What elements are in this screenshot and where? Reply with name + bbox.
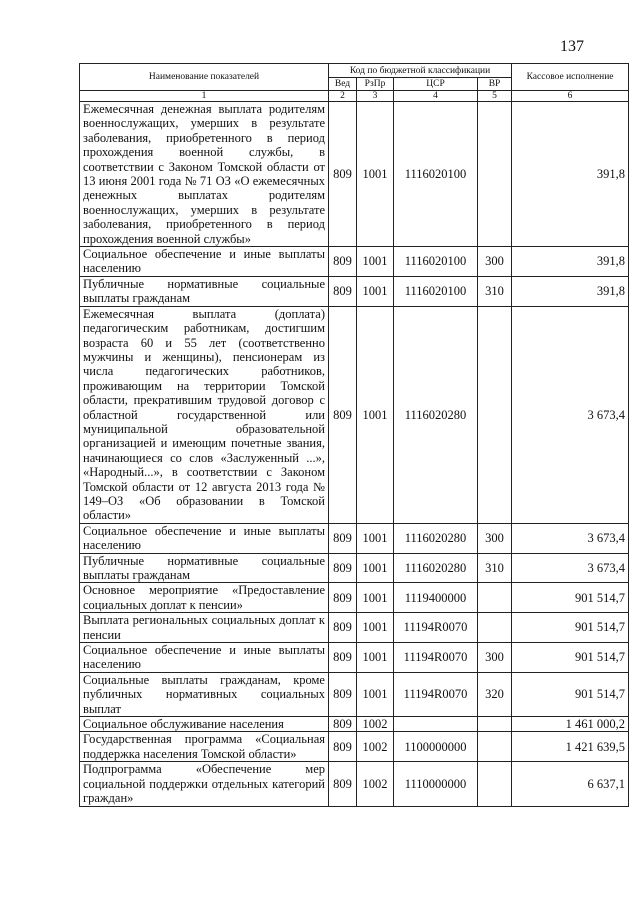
row-amount: 391,8: [512, 247, 629, 277]
row-rzpr: 1001: [357, 583, 394, 613]
column-number-row: [80, 91, 629, 102]
row-vr: [478, 102, 512, 247]
row-ved: 809: [329, 583, 357, 613]
table-row: [80, 523, 629, 553]
row-rzpr: 1001: [357, 276, 394, 306]
row-amount: 901 514,7: [512, 613, 629, 643]
row-csr: 1116020100: [394, 247, 478, 277]
row-vr: 300: [478, 523, 512, 553]
row-name: Основное мероприятие «Предоставление социальных доплат к пенсии»: [80, 583, 329, 613]
table-row: [80, 643, 629, 673]
header-name: Наименование показателей: [80, 64, 329, 91]
row-name: Ежемесячная денежная выплата родителям военнослужащих, умерших в результате заболевания, приобретенного в период прохождения военной службы, в соответствии с Законом Томской области от 13 июня 2001 года № 71 ОЗ «О ежемесячных денежных выплатах родителям военнослужащих, умерших в результате заболевания, приобретенного в период прохождения военной службы»: [80, 102, 329, 247]
table-row: [80, 306, 629, 523]
row-csr: [394, 717, 478, 732]
row-csr: 1116020100: [394, 276, 478, 306]
row-vr: [478, 762, 512, 806]
header-ved: Вед: [329, 78, 357, 91]
page-number: 137: [560, 38, 584, 55]
row-csr: 11194R0070: [394, 643, 478, 673]
row-ved: 809: [329, 613, 357, 643]
row-amount: 6 637,1: [512, 762, 629, 806]
table-row: [80, 102, 629, 247]
header-code-group: Код по бюджетной классификации: [329, 64, 512, 78]
table-row: [80, 717, 629, 732]
row-rzpr: 1001: [357, 306, 394, 523]
col-num: 1: [80, 91, 329, 102]
row-name: Публичные нормативные социальные выплаты гражданам: [80, 276, 329, 306]
row-amount: 1 421 639,5: [512, 732, 629, 762]
table-row: [80, 276, 629, 306]
row-name: Социальное обеспечение и иные выплаты населению: [80, 247, 329, 277]
row-vr: [478, 732, 512, 762]
row-ved: 809: [329, 672, 357, 716]
row-vr: [478, 306, 512, 523]
table-row: [80, 247, 629, 277]
row-csr: 11194R0070: [394, 613, 478, 643]
row-ved: 809: [329, 643, 357, 673]
row-rzpr: 1001: [357, 643, 394, 673]
row-name: Публичные нормативные социальные выплаты гражданам: [80, 553, 329, 583]
row-rzpr: 1002: [357, 732, 394, 762]
row-amount: 901 514,7: [512, 643, 629, 673]
row-csr: 11194R0070: [394, 672, 478, 716]
row-vr: 300: [478, 247, 512, 277]
row-rzpr: 1001: [357, 672, 394, 716]
row-csr: 1110000000: [394, 762, 478, 806]
row-rzpr: 1001: [357, 247, 394, 277]
row-ved: 809: [329, 102, 357, 247]
row-vr: [478, 583, 512, 613]
row-ved: 809: [329, 523, 357, 553]
row-ved: 809: [329, 247, 357, 277]
row-amount: 391,8: [512, 102, 629, 247]
row-vr: 300: [478, 643, 512, 673]
row-ved: 809: [329, 717, 357, 732]
row-name: Государственная программа «Социальная поддержка населения Томской области»: [80, 732, 329, 762]
row-ved: 809: [329, 553, 357, 583]
row-rzpr: 1001: [357, 613, 394, 643]
row-amount: 391,8: [512, 276, 629, 306]
row-vr: [478, 717, 512, 732]
header-rzpr: РзПр: [357, 78, 394, 91]
row-name: Ежемесячная выплата (доплата) педагогическим работникам, достигшим возраста 60 и 55 лет (соответственно мужчины и женщины), пенсионерам из числа педагогических работников, проживающим на территории Томской области, прекратившим трудовой договор с областной государственной или муниципальной образовательной организацией и имеющим почетные звания, начинающиеся со слов «Заслуженный ...», «Народный...», в соответствии с Законом Томской области от 12 августа 2013 года № 149–ОЗ «Об образовании в Томской области»: [80, 306, 329, 523]
row-name: Выплата региональных социальных доплат к пенсии: [80, 613, 329, 643]
row-rzpr: 1002: [357, 762, 394, 806]
row-rzpr: 1002: [357, 717, 394, 732]
row-ved: 809: [329, 732, 357, 762]
row-vr: [478, 613, 512, 643]
row-csr: 1119400000: [394, 583, 478, 613]
row-name: Социальные выплаты гражданам, кроме публичных нормативных социальных выплат: [80, 672, 329, 716]
table-row: [80, 553, 629, 583]
row-rzpr: 1001: [357, 523, 394, 553]
table-row: [80, 613, 629, 643]
budget-table: [79, 63, 629, 807]
row-amount: 1 461 000,2: [512, 717, 629, 732]
table-row: [80, 762, 629, 806]
row-csr: 1116020280: [394, 523, 478, 553]
header-csr: ЦСР: [394, 78, 478, 91]
table-row: [80, 672, 629, 716]
row-rzpr: 1001: [357, 102, 394, 247]
row-name: Социальное обеспечение и иные выплаты населению: [80, 643, 329, 673]
row-name: Социальное обслуживание населения: [80, 717, 329, 732]
row-amount: 3 673,4: [512, 523, 629, 553]
row-amount: 3 673,4: [512, 553, 629, 583]
header-vr: ВР: [478, 78, 512, 91]
row-rzpr: 1001: [357, 553, 394, 583]
row-csr: 1116020280: [394, 553, 478, 583]
row-name: Социальное обеспечение и иные выплаты населению: [80, 523, 329, 553]
row-name: Подпрограмма «Обеспечение мер социальной поддержки отдельных категорий граждан»: [80, 762, 329, 806]
col-num: 4: [394, 91, 478, 102]
header-amount: Кассовое исполнение: [512, 64, 629, 91]
row-amount: 901 514,7: [512, 672, 629, 716]
table-row: [80, 732, 629, 762]
row-vr: 310: [478, 553, 512, 583]
col-num: 3: [357, 91, 394, 102]
row-vr: 320: [478, 672, 512, 716]
row-ved: 809: [329, 306, 357, 523]
col-num: 2: [329, 91, 357, 102]
col-num: 6: [512, 91, 629, 102]
col-num: 5: [478, 91, 512, 102]
row-csr: 1116020280: [394, 306, 478, 523]
row-amount: 3 673,4: [512, 306, 629, 523]
table-row: [80, 583, 629, 613]
row-csr: 1116020100: [394, 102, 478, 247]
row-amount: 901 514,7: [512, 583, 629, 613]
row-csr: 1100000000: [394, 732, 478, 762]
row-ved: 809: [329, 276, 357, 306]
row-vr: 310: [478, 276, 512, 306]
row-ved: 809: [329, 762, 357, 806]
